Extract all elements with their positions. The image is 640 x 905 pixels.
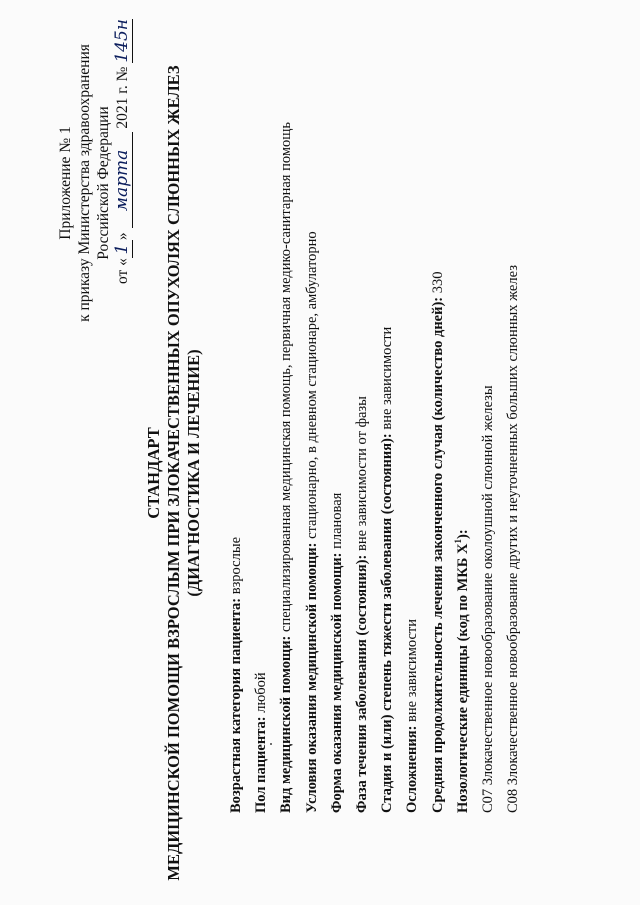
- appendix-number: Приложение № 1: [57, 126, 74, 240]
- date-mid: »: [114, 232, 131, 241]
- date-prefix: от «: [114, 258, 131, 285]
- icd-code: C07: [480, 788, 497, 813]
- field-disease-stage: Стадия и (или) степень тяжести заболевания (состояния): вне зависимости: [379, 326, 396, 813]
- document-title: [144, 53, 204, 893]
- title-main: МЕДИЦИНСКОЙ ПОМОЩИ ВЗРОСЛЫМ ПРИ ЗЛОКАЧЕСТВЕННЫХ ОПУХОЛЯХ СЛЮННЫХ ЖЕЛЕЗ: [164, 65, 183, 881]
- rotated-content: [12, 13, 612, 893]
- field-age-category: Возрастная категория пациента: взрослые: [228, 536, 244, 813]
- field-care-conditions: Условия оказания медицинской помощи: стационарно, в дневном стационаре, амбулаторно: [303, 231, 320, 813]
- field-treatment-duration: Средняя продолжительность лечения законченного случая (количество дней): 330: [429, 271, 446, 813]
- footnote-marker: 1: [453, 539, 463, 544]
- title-subtitle: (ДИАГНОСТИКА И ЛЕЧЕНИЕ): [184, 349, 203, 597]
- field-care-type: Вид медицинской помощи: специализированная медицинская помощь, первичная медико-санитарная помощь: [278, 121, 295, 813]
- nosology-heading: Нозологические единицы (код по МКБ $X^1$):: [453, 529, 471, 813]
- standard-fields: [224, 33, 526, 813]
- field-complications: Осложнения: вне зависимости: [404, 618, 421, 813]
- nosology-item: [476, 33, 501, 813]
- date-year: 2021 г. №: [114, 66, 131, 129]
- appendix-order-line: к приказу Министерства здравоохранения: [76, 44, 93, 322]
- field-sex: Пол пациента: любой: [253, 672, 270, 813]
- date-day: 1: [113, 240, 133, 258]
- appendix-federation-line: Российской Федерации: [95, 106, 112, 260]
- field-care-form: Форма оказания медицинской помощи: плановая: [328, 492, 345, 813]
- appendix-block: [56, 13, 133, 353]
- appendix-date-line: [113, 13, 133, 353]
- date-month: марта: [113, 132, 133, 228]
- order-number: 145н: [112, 19, 132, 63]
- icd-description: Злокачественное новообразование других и неуточненных больших слюнных желез: [505, 265, 522, 786]
- icd-code: C08: [505, 788, 522, 813]
- icd-description: Злокачественное новообразование околоушной слюнной железы: [480, 385, 497, 786]
- title-standard: СТАНДАРТ: [144, 427, 163, 519]
- nosology-item: [501, 33, 526, 813]
- field-disease-phase: Фаза течения заболевания (состояния): вне зависимости от фазы: [354, 396, 371, 813]
